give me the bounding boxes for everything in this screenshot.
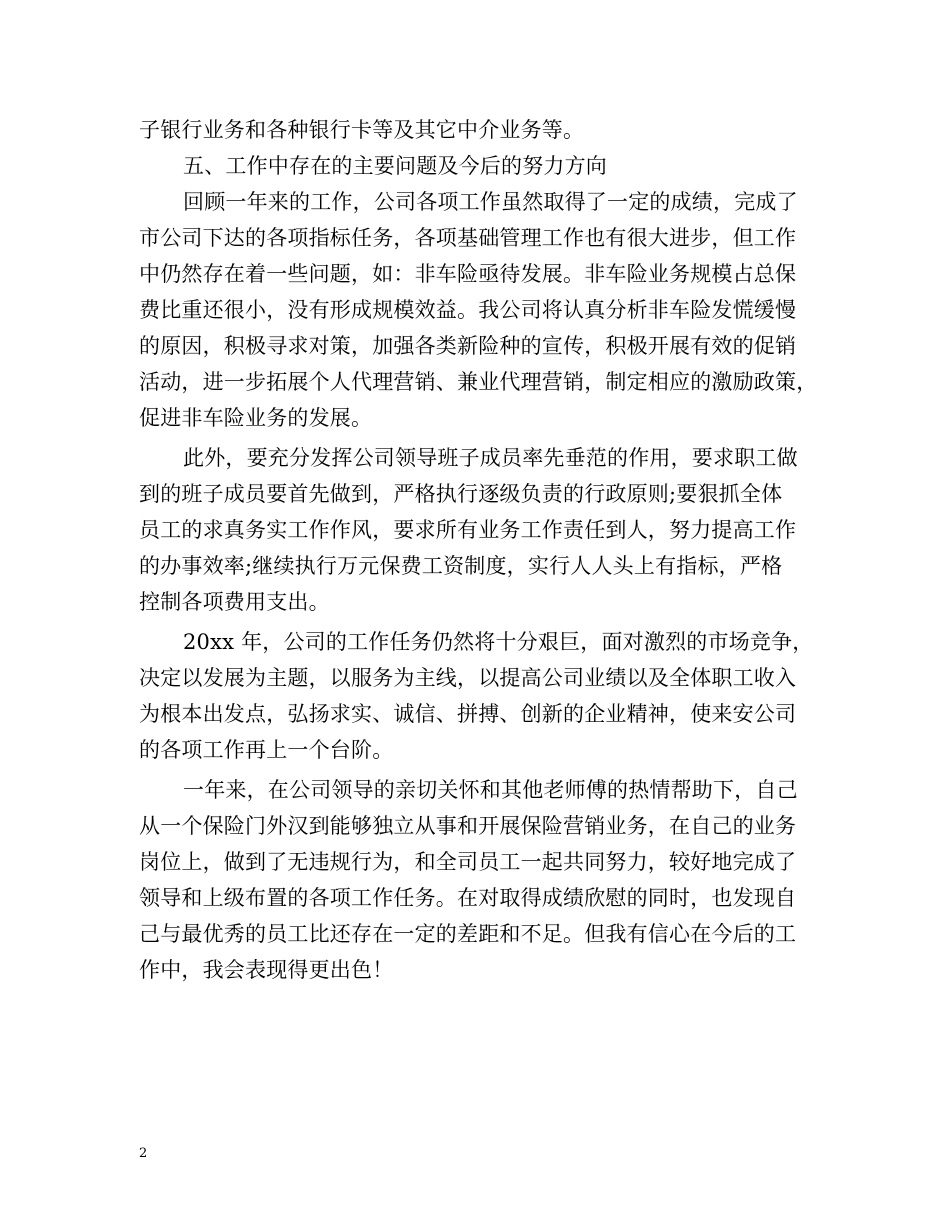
page-number: 2 bbox=[139, 1146, 148, 1161]
text-line: 员工的求真务实工作作风，要求所有业务工作责任到人，努力提高工作 bbox=[139, 518, 797, 542]
text-line: 到的班子成员要首先做到，严格执行逐级负责的行政原则;要狠抓全体 bbox=[139, 482, 783, 506]
text-line: 控制各项费用支出。 bbox=[139, 590, 330, 614]
text-line: 作中，我会表现得更出色！ bbox=[139, 958, 394, 982]
text-line: 市公司下达的各项指标任务，各项基础管理工作也有很大进步，但工作 bbox=[139, 226, 797, 250]
text-line: 促进非车险业务的发展。 bbox=[139, 406, 373, 430]
text-line: 为根本出发点，弘扬求实、诚信、拼搏、创新的企业精神，使来安公司 bbox=[139, 702, 797, 726]
text-line: 己与最优秀的员工比还存在一定的差距和不足。但我有信心在今后的工 bbox=[139, 922, 797, 946]
text-line: 的办事效率;继续执行万元保费工资制度，实行人人头上有指标，严格 bbox=[139, 554, 783, 578]
text-line: 回顾一年来的工作，公司各项工作虽然取得了一定的成绩，完成了 bbox=[183, 190, 798, 214]
text-line: 活动，进一步拓展个人代理营销、兼业代理营销，制定相应的激励政策， bbox=[139, 370, 818, 394]
text-line: 决定以发展为主题，以服务为主线，以提高公司业绩以及全体职工收入 bbox=[139, 666, 797, 690]
section-heading: 五、工作中存在的主要问题及今后的努力方向 bbox=[183, 154, 607, 178]
text-line: 20xx 年，公司的工作任务仍然将十分艰巨，面对激烈的市场竞争， bbox=[183, 630, 814, 654]
text-line: 中仍然存在着一些问题，如：非车险亟待发展。非车险业务规模占总保 bbox=[139, 262, 797, 286]
text-line: 的各项工作再上一个台阶。 bbox=[139, 738, 394, 762]
text-line: 子银行业务和各种银行卡等及其它中介业务等。 bbox=[139, 118, 585, 142]
text-line: 费比重还很小，没有形成规模效益。我公司将认真分析非车险发慌缓慢 bbox=[139, 298, 797, 322]
text-line: 此外，要充分发挥公司领导班子成员率先垂范的作用，要求职工做 bbox=[183, 446, 798, 470]
document-body bbox=[139, 112, 818, 988]
text-line: 的原因，积极寻求对策，加强各类新险种的宣传，积极开展有效的促销 bbox=[139, 334, 797, 358]
text-line: 领导和上级布置的各项工作任务。在对取得成绩欣慰的同时，也发现自 bbox=[139, 886, 797, 910]
text-line: 从一个保险门外汉到能够独立从事和开展保险营销业务，在自己的业务 bbox=[139, 814, 797, 838]
text-line: 岗位上，做到了无违规行为，和全司员工一起共同努力，较好地完成了 bbox=[139, 850, 797, 874]
text-line: 一年来，在公司领导的亲切关怀和其他老师傅的热情帮助下，自己 bbox=[183, 778, 798, 802]
